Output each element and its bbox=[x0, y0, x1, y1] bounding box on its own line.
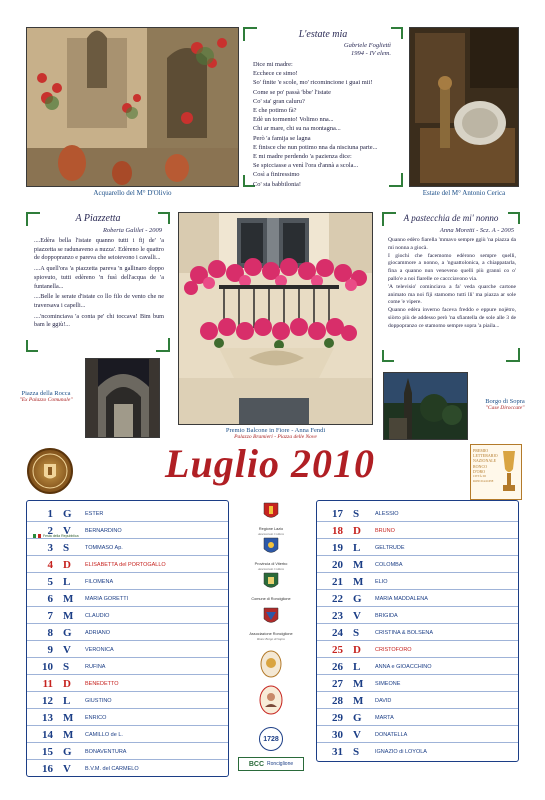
still-life-painting-art bbox=[410, 28, 519, 187]
badge-line: D'ORO bbox=[473, 468, 486, 474]
piazza-rocca-caption bbox=[10, 390, 82, 403]
poem-paragraph: I giochi che facemomo edèrono sempre quelli, giocammore a nonno, a 'nguattolonica, a chiappatarla, fina a quanno nun veneveno quelli più granni co o' pallo'e a noi fiarelle ce caccciavono via. bbox=[388, 252, 516, 282]
saint-name: ALESSIO bbox=[375, 511, 399, 517]
saint-name: IGNAZIO di LOYOLA bbox=[375, 749, 427, 755]
poem-paragraph: ....Belle le serate d'istate co llo filo de vento che ne traversava i capelli... bbox=[34, 293, 164, 309]
sponsor-region bbox=[233, 502, 309, 536]
calendar-row bbox=[27, 573, 228, 590]
calendar-row bbox=[27, 539, 228, 556]
calendar-row bbox=[27, 658, 228, 675]
sponsor-name: Provincia di Viterbo bbox=[254, 562, 288, 566]
poem-estate-author-note: 1994 - IV elem. bbox=[351, 50, 391, 57]
day-number: 30 bbox=[332, 729, 343, 741]
badge-line: CITTÀ DI RONCIGLIONE bbox=[473, 474, 494, 484]
poem-line: Ecchece ce simo! bbox=[253, 70, 298, 78]
day-letter: V bbox=[63, 525, 71, 537]
sponsor-sub: Assessorato Cultura bbox=[258, 532, 284, 536]
calendar-row bbox=[317, 539, 518, 556]
poem-pastecchia-title: A pastecchia de mi' nonno bbox=[403, 213, 499, 223]
day-number: 23 bbox=[332, 610, 343, 622]
borgo-sopra-sub: "Case Diroccate" bbox=[485, 405, 525, 411]
poem-line: Come se po' passà 'bbe' l'istate bbox=[253, 88, 331, 96]
poem-piazzetta-author: Roberta Galilei - 2009 bbox=[102, 227, 162, 234]
day-number: 14 bbox=[42, 729, 53, 741]
premio-badge-text bbox=[473, 448, 501, 484]
day-letter: D bbox=[353, 525, 361, 537]
day-number: 6 bbox=[47, 593, 53, 605]
top-right-photo-caption: Estate del M° Antonio Cerica bbox=[422, 189, 506, 197]
calendar-row bbox=[317, 658, 518, 675]
saint-name: CRISTINA & BOLSENA bbox=[375, 630, 434, 636]
day-number: 3 bbox=[47, 542, 53, 554]
poem-paragraph: Quanno edèro fiarella 'mmavo sempre ggiù 'na piazza da mi nonna a giocà. bbox=[388, 237, 516, 251]
sponsor-sub: Assessorato Cultura bbox=[258, 567, 284, 571]
poem-line: Dice mi madre: bbox=[253, 61, 293, 68]
day-number: 1 bbox=[47, 508, 53, 520]
day-letter: V bbox=[63, 763, 71, 775]
calendar-row bbox=[27, 505, 228, 522]
day-number: 26 bbox=[332, 661, 343, 673]
saint-name: VERONICA bbox=[85, 647, 114, 653]
sponsor-association bbox=[233, 607, 309, 641]
saint-name: CRISTOFORO bbox=[375, 647, 412, 653]
day-letter: G bbox=[353, 593, 362, 605]
saint-name: BERNARDINO bbox=[85, 528, 122, 534]
calendar-row bbox=[27, 726, 228, 743]
portrait-medal-icon bbox=[259, 685, 283, 715]
poem-estate-author: Gabriele Fogliettì bbox=[343, 42, 391, 49]
day-letter: D bbox=[63, 559, 71, 571]
saint-name: CLAUDIO bbox=[85, 613, 110, 619]
poem-pastecchia-author: Anna Moretti - Scz. A - 2005 bbox=[439, 227, 514, 234]
day-number: 11 bbox=[42, 678, 53, 690]
day-letter: L bbox=[63, 695, 71, 707]
piazza-rocca-photo-art bbox=[86, 359, 160, 438]
town-crest-icon bbox=[262, 572, 280, 592]
poem-line: E che potimo fà? bbox=[253, 107, 297, 115]
sponsor-bank bbox=[233, 757, 309, 771]
saint-name: GELTRUDE bbox=[375, 545, 405, 551]
day-letter: S bbox=[63, 542, 70, 554]
day-letter: S bbox=[353, 508, 360, 520]
calendar-row bbox=[27, 590, 228, 607]
saint-name: ANNA e GIOACCHINO bbox=[375, 664, 432, 670]
day-number: 22 bbox=[332, 593, 343, 605]
poem-line: Però 'a famija se lagna bbox=[253, 134, 311, 142]
medal-icon bbox=[259, 650, 283, 678]
calendar-row bbox=[27, 709, 228, 726]
bank-sub: Ronciglione bbox=[267, 761, 294, 767]
sponsor-name: Associazione Ronciglione bbox=[249, 632, 293, 636]
holiday-note: Festa della Repubblica bbox=[43, 534, 79, 538]
poem-piazzetta-body bbox=[34, 237, 164, 330]
saint-name: COLOMBA bbox=[375, 562, 403, 568]
day-number: 25 bbox=[332, 644, 343, 656]
badge-line: PREMIO bbox=[473, 448, 489, 453]
calendar-row bbox=[317, 624, 518, 641]
saint-name: ELISABETTA del PORTOGALLO bbox=[85, 562, 166, 568]
day-number: 21 bbox=[332, 576, 343, 588]
balcony-caption-title: Premio Balcone in Fiore - Anna Fendi bbox=[225, 427, 326, 434]
balcony-photo bbox=[178, 212, 373, 425]
day-letter: D bbox=[63, 678, 71, 690]
day-number: 13 bbox=[42, 712, 53, 724]
calendar-row bbox=[317, 709, 518, 726]
day-letter: S bbox=[353, 746, 360, 758]
calendar-row bbox=[27, 624, 228, 641]
day-letter: D bbox=[353, 644, 361, 656]
sponsor-name: Comune di Ronciglione bbox=[251, 597, 291, 601]
sponsor-portrait-medal bbox=[233, 685, 309, 715]
still-life-painting bbox=[409, 27, 519, 187]
saint-name: BONAVENTURA bbox=[85, 749, 127, 755]
saint-name: RUFINA bbox=[85, 664, 106, 670]
sponsor-sub: Rione Borgo di Sopra bbox=[257, 637, 285, 641]
calendar-left bbox=[26, 500, 229, 777]
saint-name: DAVID bbox=[375, 698, 392, 704]
calendar-row bbox=[27, 522, 228, 539]
day-number: 16 bbox=[42, 763, 53, 775]
saint-name: ESTER bbox=[85, 511, 104, 517]
calendar-row bbox=[317, 522, 518, 539]
calendar-row bbox=[317, 590, 518, 607]
poem-line: E finisce che nun potimo nna da nisciuna parte... bbox=[253, 143, 378, 151]
day-number: 17 bbox=[332, 508, 343, 520]
day-letter: M bbox=[353, 576, 364, 588]
day-number: 18 bbox=[332, 525, 343, 537]
poem-paragraph: ....Edèra bella l'istate quanno tutti i fij de' 'a piazzetta se radunaveno a nuzza'. Edèreno le quattro de doppopranzo e pareva che seioievono i cavalli... bbox=[34, 237, 164, 262]
day-number: 20 bbox=[332, 559, 343, 571]
poem-pastecchia-body bbox=[388, 237, 516, 331]
day-number: 7 bbox=[47, 610, 53, 622]
poem-line: Così a finiressimo bbox=[253, 171, 300, 179]
day-letter: V bbox=[353, 610, 361, 622]
day-number: 4 bbox=[47, 559, 53, 571]
month-title: Luglio 2010 bbox=[165, 441, 375, 486]
saint-name: ELIO bbox=[375, 579, 388, 585]
province-crest-icon bbox=[262, 537, 280, 557]
day-letter: G bbox=[63, 627, 72, 639]
calendar-row bbox=[317, 607, 518, 624]
calendar-row bbox=[317, 675, 518, 692]
saint-name: SIMEONE bbox=[375, 681, 401, 687]
watercolor-painting-art bbox=[27, 28, 239, 187]
day-number: 12 bbox=[42, 695, 53, 707]
calendar-row bbox=[27, 641, 228, 658]
calendar-row bbox=[27, 743, 228, 760]
poem-line: Chi ar mare, chi su na montagna... bbox=[253, 125, 341, 133]
piazza-rocca-title: Piazza della Rocca bbox=[21, 390, 71, 397]
borgo-sopra-photo-art bbox=[384, 373, 468, 440]
balcony-photo-art bbox=[179, 213, 373, 425]
sponsor-town bbox=[233, 572, 309, 602]
saint-name: MARTA bbox=[375, 715, 394, 721]
calendar-row bbox=[317, 573, 518, 590]
sponsor-medal bbox=[233, 650, 309, 678]
saint-name: FILOMENA bbox=[85, 579, 114, 585]
day-number: 10 bbox=[42, 661, 53, 673]
day-letter: M bbox=[353, 559, 364, 571]
day-letter: S bbox=[63, 661, 70, 673]
poem-paragraph: ....A quell'ora 'a piazzetta pareva 'n gallinaro doppo spiovuto, tutti edèreno 'n fusì dell'acqua de 'a funtanella... bbox=[34, 265, 164, 290]
calendar-right bbox=[316, 500, 519, 762]
watercolor-painting bbox=[26, 27, 239, 187]
day-letter: V bbox=[63, 644, 71, 656]
saint-name: MARIA MADDALENA bbox=[375, 596, 428, 602]
top-left-photo-caption: Acquarello del M° D'Olivio bbox=[93, 189, 172, 197]
day-letter: M bbox=[63, 593, 74, 605]
day-letter: V bbox=[353, 729, 361, 741]
calendar-row bbox=[27, 760, 228, 777]
saint-name: ENRICO bbox=[85, 715, 107, 721]
poem-piazzetta-frame bbox=[26, 212, 170, 352]
poem-paragraph: ....'ncominciava 'a conta pe' chi toccava! Bim bum bam le ggiù!... bbox=[34, 312, 164, 329]
poem-pastecchia-frame bbox=[382, 212, 520, 362]
saint-name: MARIA GORETTI bbox=[85, 596, 129, 602]
day-letter: M bbox=[63, 729, 74, 741]
balcony-caption-sub: Palazzo Bramieri - Piazza delle Nove bbox=[234, 434, 317, 440]
day-number: 27 bbox=[332, 678, 343, 690]
day-letter: G bbox=[63, 746, 72, 758]
day-number: 2 bbox=[47, 525, 53, 537]
calendar-row bbox=[27, 556, 228, 573]
day-letter: L bbox=[63, 576, 71, 588]
day-letter: M bbox=[63, 712, 74, 724]
poem-piazzetta-title: A Piazzetta bbox=[75, 213, 121, 224]
day-number: 24 bbox=[332, 627, 343, 639]
poem-line: Co' sta babbilonia! bbox=[253, 180, 302, 188]
sponsor-province bbox=[233, 537, 309, 571]
piazza-rocca-photo bbox=[85, 358, 160, 438]
day-number: 19 bbox=[332, 542, 343, 554]
borgo-sopra-caption bbox=[470, 398, 540, 411]
city-seal-emblem bbox=[29, 450, 71, 492]
region-crest-icon bbox=[262, 502, 280, 522]
badge-line: NAZIONALE bbox=[473, 458, 497, 464]
calendar-row bbox=[27, 675, 228, 692]
borgo-sopra-title: Borgo di Sopra bbox=[485, 398, 525, 405]
day-letter: M bbox=[353, 678, 364, 690]
city-seal-logo bbox=[27, 448, 73, 494]
saint-name: ADRIANO bbox=[85, 630, 111, 636]
badge-line: RONCO bbox=[473, 463, 488, 469]
saint-name: BRIGIDA bbox=[375, 613, 398, 619]
saint-name: DONATELLA bbox=[375, 732, 408, 738]
saint-name: GIUSTINO bbox=[85, 698, 112, 704]
day-number: 28 bbox=[332, 695, 343, 707]
bank-logo-icon bbox=[238, 757, 304, 771]
day-letter: M bbox=[63, 610, 74, 622]
calendar-row bbox=[317, 743, 518, 760]
poem-line: E mi madre perdendo 'a pazienza dice: bbox=[253, 153, 352, 161]
borgo-sopra-photo bbox=[383, 372, 468, 440]
calendar-row bbox=[317, 556, 518, 573]
day-number: 5 bbox=[47, 576, 53, 588]
balcony-photo-caption bbox=[178, 427, 373, 440]
day-number: 29 bbox=[332, 712, 343, 724]
anniversary-year: 1728 bbox=[263, 735, 279, 743]
poem-paragraph: Quanno edèra inverno faceva freddo e eppure nojètro, siòrto più de addesso però 'na sfiantella de sole alle 3 de doppopranzo ce stamomo sempre sopra 'a piaila... bbox=[388, 307, 516, 329]
sponsor-name: Regione Lazio bbox=[258, 527, 284, 531]
poem-line: Co' sta' gran caluru? bbox=[253, 97, 305, 105]
day-letter: S bbox=[353, 627, 360, 639]
anniversary-seal-icon bbox=[259, 727, 283, 751]
poem-estate-title: L'estate mia bbox=[298, 29, 348, 40]
poem-line: So' finite 'e scole, mo' ricomincione i guai mii! bbox=[253, 79, 373, 87]
day-letter: M bbox=[353, 695, 364, 707]
poem-estate-frame bbox=[243, 27, 403, 187]
calendar-row bbox=[317, 505, 518, 522]
day-letter: G bbox=[63, 508, 72, 520]
premio-badge bbox=[470, 444, 522, 500]
calendar-row bbox=[27, 607, 228, 624]
poem-line: Edè un tormento! Volimo nna... bbox=[253, 116, 334, 124]
association-crest-icon bbox=[262, 607, 280, 627]
piazza-rocca-sub: "Ex Palazzo Comunale" bbox=[19, 397, 73, 403]
poem-paragraph: 'A televisio' cominciava a fa' veda quarche cartone animato ma noi fiji stamomo tutti lli' ma piazza ar sole come 'e vipere. bbox=[388, 283, 516, 306]
bank-name: BCC bbox=[248, 760, 265, 768]
badge-line: LETTERARIO bbox=[473, 453, 498, 459]
saint-name: BRUNO bbox=[375, 528, 395, 534]
day-number: 15 bbox=[42, 746, 53, 758]
day-letter: L bbox=[353, 661, 361, 673]
italian-flag-icon bbox=[33, 534, 41, 538]
saint-name: B.V.M. del CARMELO bbox=[85, 766, 139, 772]
day-letter: G bbox=[353, 712, 362, 724]
saint-name: CAMILLO de L. bbox=[85, 732, 123, 738]
day-number: 8 bbox=[47, 627, 53, 639]
poem-estate-body bbox=[253, 60, 403, 189]
poem-line: Se spicciasse a venì l'ora d'annà a scola... bbox=[253, 162, 359, 170]
calendar-row bbox=[317, 641, 518, 658]
saint-name: TOMMASO Ap. bbox=[85, 545, 123, 551]
saint-name: BENEDETTO bbox=[85, 681, 119, 687]
calendar-row bbox=[27, 692, 228, 709]
calendar-row bbox=[317, 692, 518, 709]
sponsor-anniversary bbox=[233, 727, 309, 751]
calendar-row bbox=[317, 726, 518, 743]
day-letter: L bbox=[353, 542, 361, 554]
trophy-icon bbox=[499, 449, 519, 495]
day-number: 9 bbox=[47, 644, 53, 656]
day-number: 31 bbox=[332, 746, 343, 758]
